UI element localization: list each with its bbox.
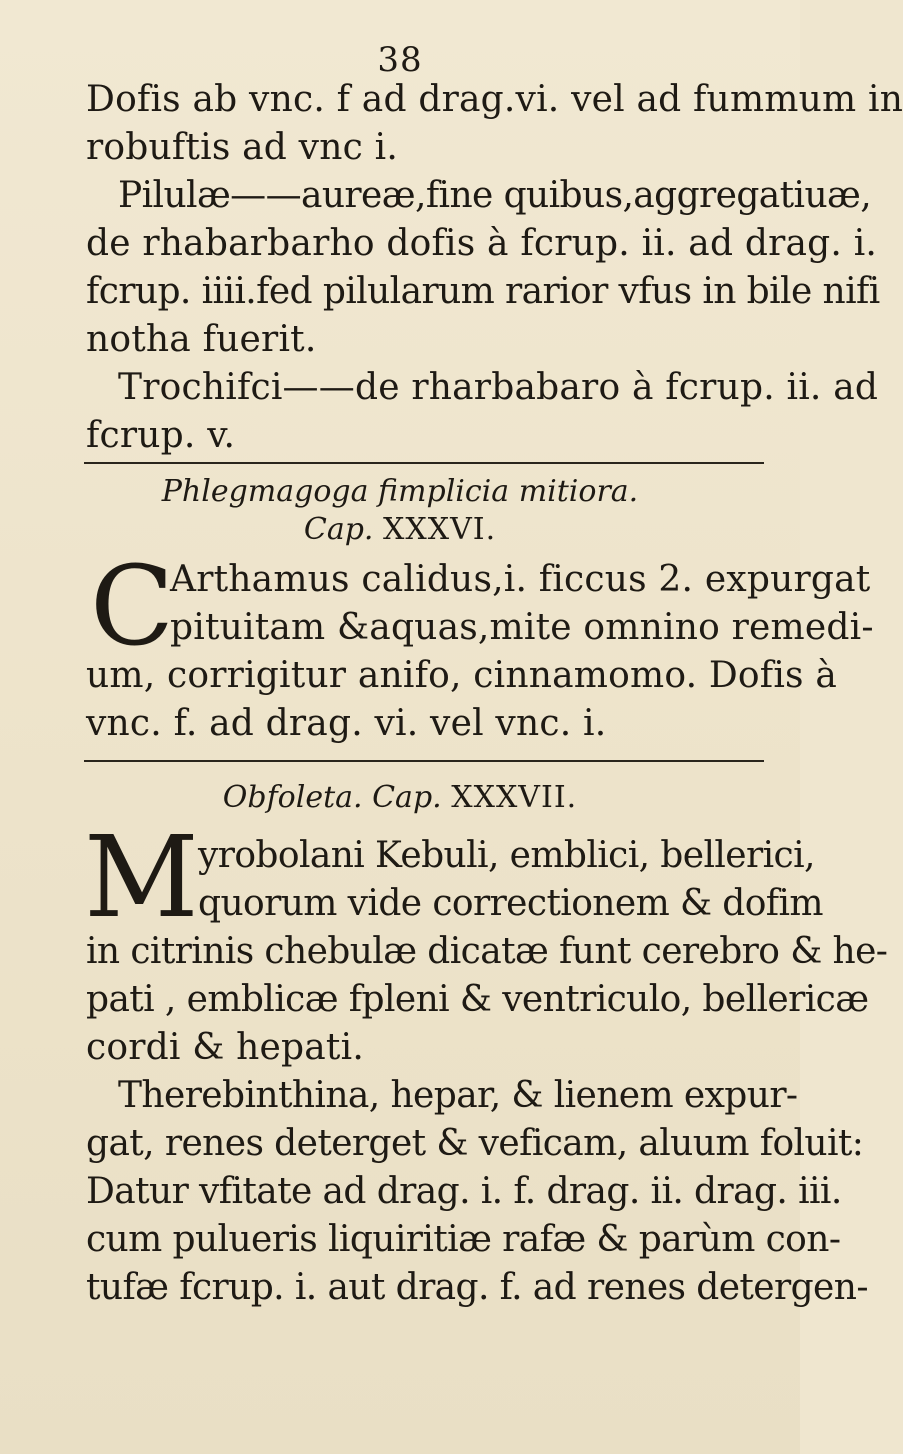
text-line: Arthamus calidus,i. ficcus 2. expurgat bbox=[170, 559, 871, 600]
chapter-number: XXXVI. bbox=[383, 512, 497, 547]
text-line: vnc. f. ad drag. vi. vel vnc. i. bbox=[86, 703, 607, 744]
chapter-heading bbox=[0, 778, 800, 818]
section-divider bbox=[84, 760, 764, 762]
text-line: in citrinis chebulæ dicatæ funt cerebro & he- bbox=[86, 931, 888, 972]
drop-cap: C bbox=[90, 542, 175, 670]
text-line: Datur vfitate ad drag. i. f. drag. ii. drag. iii. bbox=[86, 1171, 842, 1212]
section-divider bbox=[84, 462, 764, 464]
text-line: cum pulueris liquiritiæ rafæ & parùm con- bbox=[86, 1219, 841, 1260]
heading-title: Phlegmagoga fimplicia mitiora. bbox=[161, 474, 639, 509]
text-line: Pilulæ——aureæ,fine quibus,aggregatiuæ, bbox=[118, 175, 872, 216]
page-number: 38 bbox=[377, 40, 423, 80]
text-line: yrobolani Kebuli, emblici, bellerici, bbox=[198, 835, 815, 876]
text-line: fcrup. v. bbox=[86, 415, 236, 456]
section-heading bbox=[0, 472, 800, 512]
text-line: tufæ fcrup. i. aut drag. f. ad renes detergen- bbox=[86, 1267, 868, 1308]
text-line: quorum vide correctionem & dofim bbox=[198, 883, 823, 924]
text-line: de rhabarbarho dofis à fcrup. ii. ad drag. i. bbox=[86, 223, 878, 264]
text-line: pati , emblicæ fpleni & ventriculo, bellericæ bbox=[86, 979, 869, 1020]
text-line: pituitam &aquas,mite omnino remedi- bbox=[170, 607, 874, 648]
text-line: fcrup. iiii.fed pilularum rarior vfus in bile nifi bbox=[86, 271, 880, 312]
text-line: um, corrigitur anifo, cinnamomo. Dofis à bbox=[86, 655, 838, 696]
text-line: cordi & hepati. bbox=[86, 1027, 364, 1068]
heading-cap: Cap. bbox=[303, 512, 374, 547]
drop-cap: M bbox=[84, 813, 199, 943]
chapter-number: XXXVII. bbox=[451, 780, 578, 815]
text-line: Dofis ab vnc. f ad drag.vi. vel ad fummum in bbox=[86, 79, 903, 120]
heading-title: Obfoleta. Cap. bbox=[222, 780, 442, 815]
text-line: robuftis ad vnc i. bbox=[86, 127, 398, 168]
text-line: Therebinthina, hepar, & lienem expur- bbox=[118, 1075, 798, 1116]
text-line: notha fuerit. bbox=[86, 319, 317, 360]
text-line: gat, renes deterget & veficam, aluum foluit: bbox=[86, 1123, 864, 1164]
text-line: Trochifci——de rharbabaro à fcrup. ii. ad bbox=[118, 367, 879, 408]
